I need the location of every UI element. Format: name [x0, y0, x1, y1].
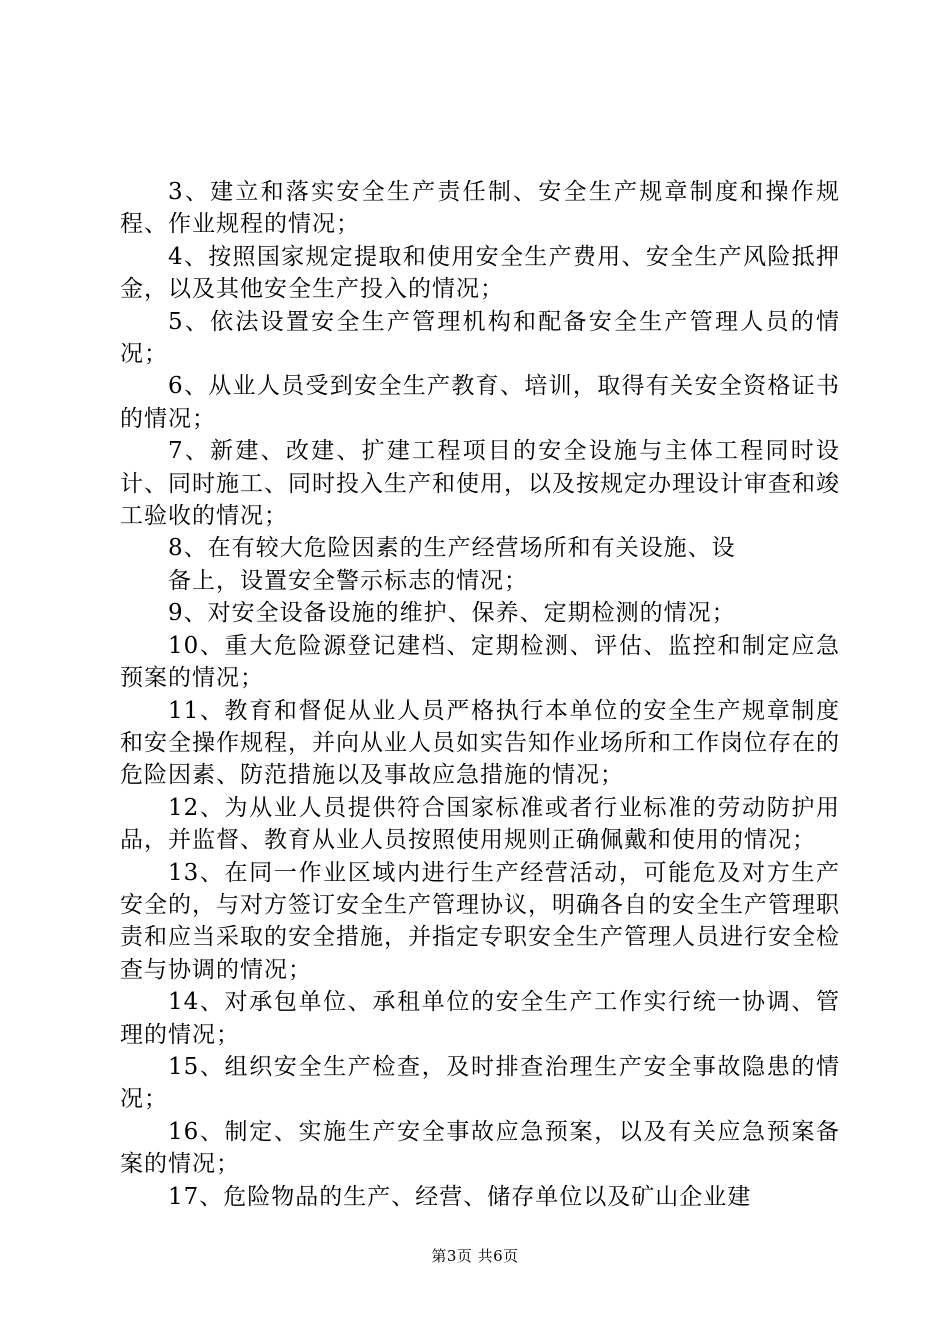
- paragraph-item-15: 15、组织安全生产检查，及时排查治理生产安全事故隐患的情况；: [120, 1053, 840, 1113]
- paragraph-item-14: 14、对承包单位、承租单位的安全生产工作实行统一协调、管理的情况；: [120, 989, 840, 1048]
- paragraph-item-8-line2: 备上，设置安全警示标志的情况；: [168, 567, 528, 594]
- page-footer: [0, 1245, 950, 1266]
- paragraph-item-5: 5、依法设置安全生产管理机构和配备安全生产管理人员的情况；: [120, 308, 840, 368]
- paragraph-item-3: 3、建立和落实安全生产责任制、安全生产规章制度和操作规程、作业规程的情况；: [120, 179, 840, 238]
- document-body: [120, 176, 840, 1213]
- paragraph-item-8-line1: 8、在有较大危险因素的生产经营场所和有关设施、设: [168, 535, 736, 562]
- paragraph-item-10: 10、重大危险源登记建档、定期检测、评估、监控和制定应急预案的情况；: [120, 632, 840, 692]
- paragraph-item-12: 12、为从业人员提供符合国家标准或者行业标准的劳动防护用品，并监督、教育从业人员按照使用规则正确佩戴和使用的情况；: [120, 794, 840, 854]
- paragraph-item-6: 6、从业人员受到安全生产教育、培训，取得有关安全资格证书的情况；: [120, 373, 840, 432]
- page-number-label: 第3页 共6页: [431, 1247, 519, 1265]
- paragraph-item-17: 17、危险物品的生产、经营、储存单位以及矿山企业建: [168, 1183, 752, 1210]
- paragraph-item-13: 13、在同一作业区域内进行生产经营活动，可能危及对方生产安全的，与对方签订安全生产管理协议，明确各自的安全生产管理职责和应当采取的安全措施，并指定专职安全生产管理人员进行安全检查与协调的情况；: [120, 859, 840, 983]
- paragraph-item-4: 4、按照国家规定提取和使用安全生产费用、安全生产风险抵押金，以及其他安全生产投入的情况；: [120, 243, 840, 303]
- paragraph-item-16: 16、制定、实施生产安全事故应急预案，以及有关应急预案备案的情况；: [120, 1118, 840, 1178]
- paragraph-item-9: 9、对安全设备设施的维护、保养、定期检测的情况；: [168, 600, 736, 627]
- paragraph-item-11: 11、教育和督促从业人员严格执行本单位的安全生产规章制度和安全操作规程，并向从业人员如实告知作业场所和工作岗位存在的危险因素、防范措施以及事故应急措施的情况；: [120, 697, 840, 789]
- paragraph-item-7: 7、新建、改建、扩建工程项目的安全设施与主体工程同时设计、同时施工、同时投入生产和使用，以及按规定办理设计审查和竣工验收的情况；: [120, 438, 840, 530]
